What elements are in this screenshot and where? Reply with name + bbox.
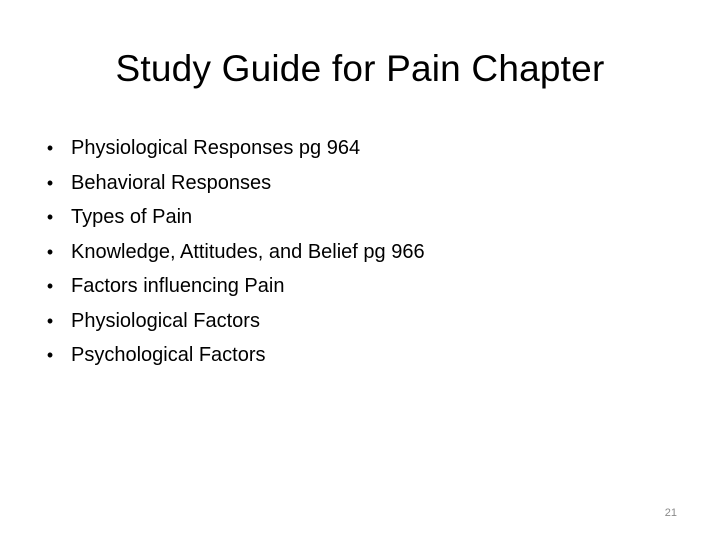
bullet-icon: • (46, 241, 54, 262)
bullet-text: Knowledge, Attitudes, and Belief pg 966 (71, 240, 425, 263)
bullet-icon: • (46, 345, 54, 365)
bullet-text: Types of Pain (71, 206, 193, 228)
bullet-icon: • (46, 207, 54, 227)
bullet-icon: • (46, 172, 54, 193)
bullet-text: Factors influencing Pain (71, 275, 285, 297)
bullet-text: Psychological Factors (71, 344, 266, 366)
slide-title: Study Guide for Pain Chapter (115, 48, 605, 89)
page-number: 21 (664, 507, 677, 519)
bullet-icon: • (46, 138, 54, 158)
bullet-text: Physiological Responses pg 964 (71, 137, 361, 159)
bullet-text: Behavioral Responses (71, 171, 272, 194)
bullet-icon: • (46, 310, 54, 331)
bullet-icon: • (46, 276, 54, 296)
bullet-text: Physiological Factors (71, 309, 260, 332)
